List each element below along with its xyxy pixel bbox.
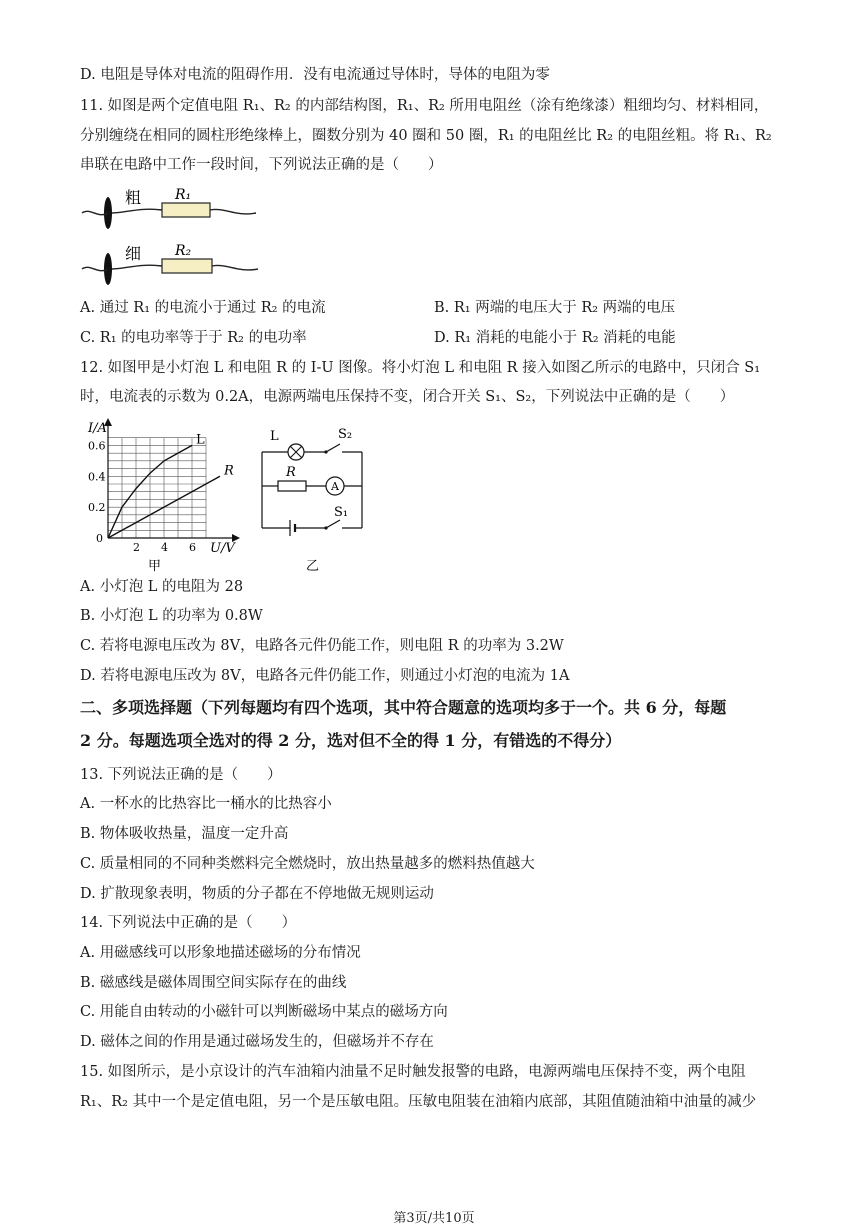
x-tick-label: 6 (189, 541, 196, 554)
page-footer: 第3页/共10页 (393, 1211, 475, 1226)
q12-option-b: B. 小灯泡 L 的功率为 0.8W (80, 608, 263, 624)
iu-chart (80, 418, 250, 578)
label-r: R (286, 465, 296, 480)
q15-stem-line2: R₁、R₂ 其中一个是定值电阻，另一个是压敏电阻。压敏电阻装在油箱内底部，其阻值随油箱中油量的减少 (80, 1094, 757, 1110)
x-tick-label: 2 (133, 541, 140, 554)
circuit-caption: 乙 (306, 559, 320, 574)
q11-resistor-figure (80, 183, 270, 293)
r2-resistor (162, 259, 212, 273)
q11-option-d: D. R₁ 消耗的电能小于 R₂ 消耗的电能 (434, 330, 676, 346)
q12-stem-line1: 12. 如图甲是小灯泡 L 和电阻 R 的 I-U 图像。将小灯泡 L 和电阻 R 接入如图乙所示的电路中，只闭合 S₁ (80, 360, 761, 376)
y-tick-label: 0.2 (88, 501, 106, 515)
label-ammeter: A (331, 480, 339, 493)
q11-option-c: C. R₁ 的电功率等于于 R₂ 的电功率 (80, 330, 307, 346)
option-d-q10: D. 电阻是导体对电流的阻碍作用．没有电流通过导体时，导体的电阻为零 (80, 67, 550, 83)
q14-option-d: D. 磁体之间的作用是通过磁场发生的，但磁场并不存在 (80, 1034, 434, 1050)
label-r2: R₂ (175, 243, 192, 259)
label-lamp: L (270, 429, 279, 444)
x-axis-label: U/V (210, 541, 235, 556)
section2-heading-line1: 二、多项选择题（下列每题均有四个选项，其中符合题意的选项均多于一个。共 6 分，每题 (80, 698, 727, 717)
q11-option-a: A. 通过 R₁ 的电流小于通过 R₂ 的电流 (80, 300, 326, 316)
q13-stem: 13. 下列说法正确的是（ ） (80, 767, 282, 783)
y-axis-label: I/A (88, 421, 107, 436)
circuit-diagram (254, 420, 379, 575)
series-label-R: R (224, 463, 234, 479)
q12-option-d: D. 若将电源电压改为 8V，电路各元件仍能工作，则通过小灯泡的电流为 1A (80, 668, 570, 684)
q13-option-a: A. 一杯水的比热容比一桶水的比热容小 (80, 796, 332, 812)
label-s2: S₂ (338, 427, 353, 442)
chart-caption: 甲 (148, 559, 162, 574)
q15-stem-line1: 15. 如图所示，是小京设计的汽车油箱内油量不足时触发报警的电路，电源两端电压保持不变，两个电阻 (80, 1064, 746, 1080)
q11-stem-line2: 分别缠绕在相同的圆柱形绝缘棒上，圈数分别为 40 圈和 50 圈，R₁ 的电阻丝比 R₂ 的电阻丝粗。将 R₁、R₂ (80, 128, 772, 144)
switch-s2-icon (326, 444, 340, 452)
label-r1: R₁ (175, 187, 192, 203)
y-tick-label: 0.6 (88, 439, 106, 453)
q14-stem: 14. 下列说法中正确的是（ ） (80, 915, 297, 931)
q12-stem-line2: 时，电流表的示数为 0.2A，电源两端电压保持不变，闭合开关 S₁、S₂，下列说法中正确的是（ ） (80, 389, 735, 405)
series-label-L: L (196, 432, 205, 448)
resistor-r-icon (278, 481, 306, 491)
q14-option-a: A. 用磁感线可以形象地描述磁场的分布情况 (80, 945, 361, 961)
q11-stem-line3: 串联在电路中工作一段时间，下列说法正确的是（ ） (80, 157, 443, 173)
label-thin: 细 (125, 244, 142, 263)
q14-option-b: B. 磁感线是磁体周围空间实际存在的曲线 (80, 975, 347, 991)
q14-option-c: C. 用能自由转动的小磁针可以判断磁场中某点的磁场方向 (80, 1004, 448, 1020)
q11-option-b: B. R₁ 两端的电压大于 R₂ 两端的电压 (434, 300, 676, 316)
x-tick-label: 4 (161, 541, 168, 554)
q12-option-c: C. 若将电源电压改为 8V，电路各元件仍能工作，则电阻 R 的功率为 3.2W (80, 638, 564, 654)
q12-option-a: A. 小灯泡 L 的电阻为 28 (80, 579, 244, 595)
section2-heading-line2: 2 分。每题选项全选对的得 2 分，选对但不全的得 1 分，有错选的不得分） (80, 731, 622, 750)
q11-stem-line1: 11. 如图是两个定值电阻 R₁、R₂ 的内部结构图，R₁、R₂ 所用电阻丝（涂有绝缘漆）粗细均匀、材料相同， (80, 98, 769, 114)
y-tick-label: 0.4 (88, 470, 106, 484)
q13-option-c: C. 质量相同的不同种类燃料完全燃烧时，放出热量越多的燃料热值越大 (80, 856, 535, 872)
origin-label: 0 (96, 532, 103, 545)
r1-resistor (162, 203, 210, 217)
switch-s1-icon (326, 520, 340, 528)
label-s1: S₁ (334, 505, 349, 520)
q13-option-b: B. 物体吸收热量，温度一定升高 (80, 826, 289, 842)
label-thick: 粗 (125, 188, 142, 207)
q13-option-d: D. 扩散现象表明，物质的分子都在不停地做无规则运动 (80, 886, 434, 902)
